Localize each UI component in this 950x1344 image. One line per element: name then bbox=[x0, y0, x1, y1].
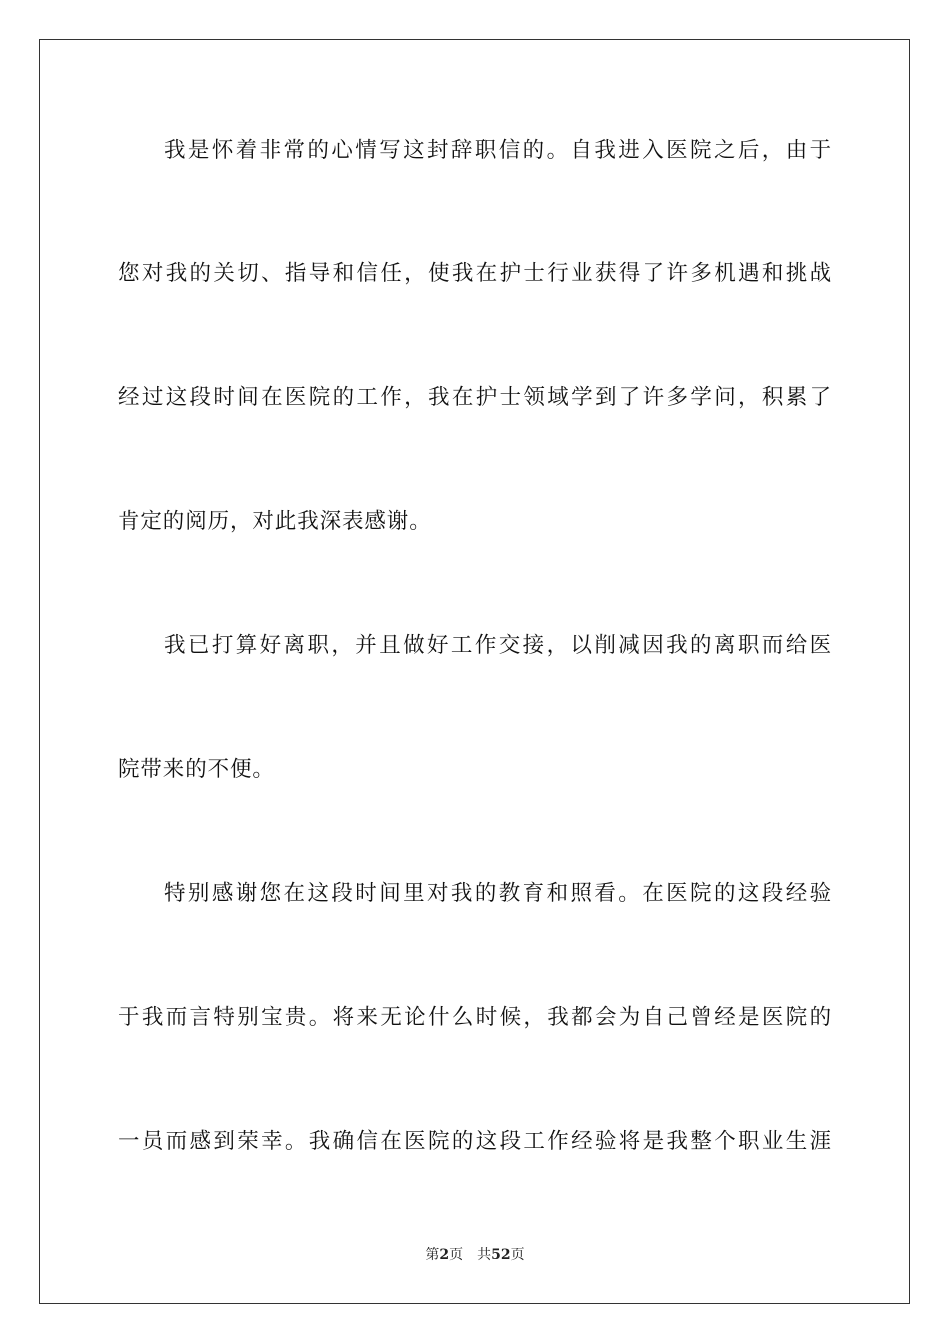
paragraph-1-line-1: 我是怀着非常的心情写这封辞职信的。自我进入医院之后，由于 bbox=[164, 138, 832, 163]
paragraph-1-line-4: 肯定的阅历，对此我深表感谢。 bbox=[118, 509, 432, 534]
paragraph-2-line-2: 院带来的不便。 bbox=[118, 757, 275, 782]
paragraph-3-line-1: 特别感谢您在这段时间里对我的教育和照看。在医院的这段经验 bbox=[164, 881, 832, 906]
footer-current-page: 2 bbox=[439, 1247, 450, 1263]
footer-total-suffix: 页 bbox=[510, 1247, 525, 1263]
footer-total-pages: 52 bbox=[491, 1247, 511, 1263]
page-border bbox=[39, 39, 910, 1304]
footer-page-suffix: 页 bbox=[449, 1247, 464, 1263]
footer-total-prefix: 共 bbox=[477, 1247, 492, 1263]
paragraph-1-line-2: 您对我的关切、指导和信任，使我在护士行业获得了许多机遇和挑战 bbox=[118, 261, 832, 286]
paragraph-3-line-2: 于我而言特别宝贵。将来无论什么时候，我都会为自己曾经是医院的 bbox=[118, 1005, 832, 1030]
footer-prefix: 第 bbox=[425, 1247, 440, 1263]
page-footer bbox=[0, 1246, 950, 1264]
paragraph-1-line-3: 经过这段时间在医院的工作，我在护士领域学到了许多学问，积累了 bbox=[118, 385, 832, 410]
paragraph-3-line-3: 一员而感到荣幸。我确信在医院的这段工作经验将是我整个职业生涯 bbox=[118, 1129, 832, 1154]
paragraph-2-line-1: 我已打算好离职，并且做好工作交接，以削减因我的离职而给医 bbox=[164, 633, 832, 658]
